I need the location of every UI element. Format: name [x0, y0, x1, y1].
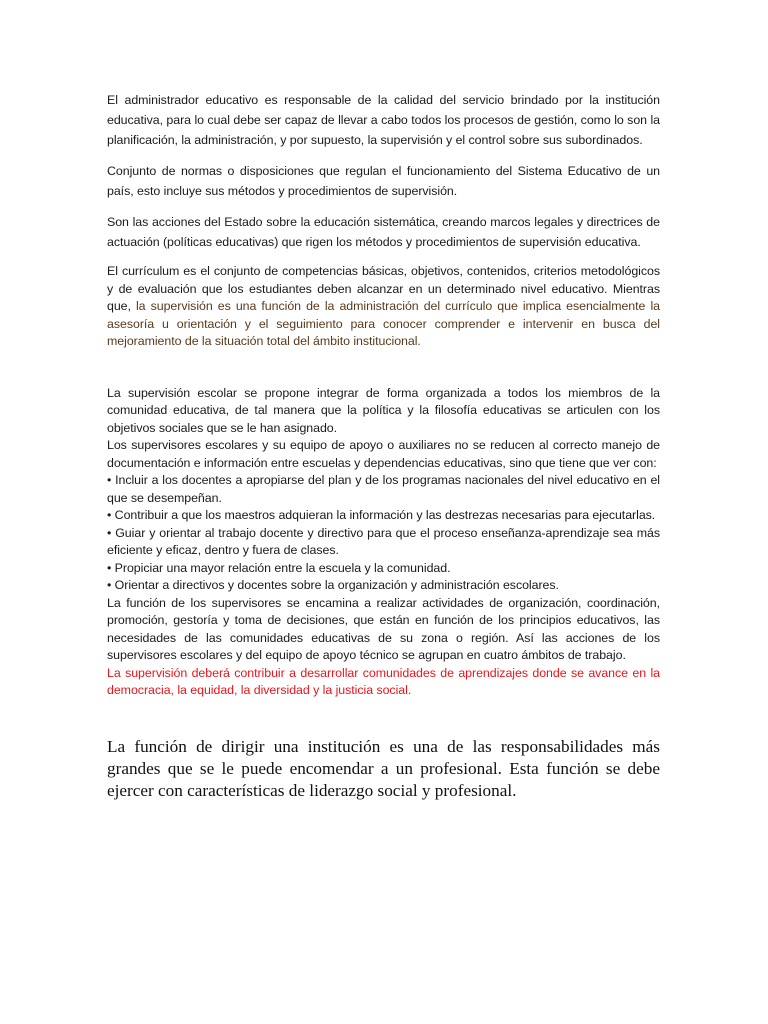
bullet-item: • Contribuir a que los maestros adquieran la información y las destrezas necesarias para ejecutarlas.: [107, 508, 656, 522]
bullet-item: • Guiar y orientar al trabajo docente y directivo para que el proceso enseñanza-aprendizaje sea más eficiente y eficaz, dentro y fuera de clases.: [107, 525, 660, 557]
curriculum-definition: El currículum es el conjunto de competencias básicas, objetivos, contenidos, criterios metodológicos y de evaluación que los estudiantes deben alcanzar en un determinado nivel educativo. Mientras que,: [107, 264, 660, 313]
document-page: [107, 90, 660, 802]
red-highlight-paragraph: La supervisión deberá contribuir a desarrollar comunidades de aprendizajes donde se avance en la democracia, la equidad, la diversidad y la justicia social.: [107, 665, 660, 697]
paragraph-administrador: El administrador educativo es responsable de la calidad del servicio brindado por la institución educativa, para lo cual debe ser capaz de llevar a cabo todos los procesos de gestión, como lo son la planificación, la administración, y por supuesto, la supervisión y el control sobre sus subordinados.: [107, 93, 660, 147]
supervision-intro: La supervisión escolar se propone integrar de forma organizada a todos los miembros de la comunidad educativa, de tal manera que la política y la filosofía educativas se articulen con los objetivos sociales que se le han asignado.: [107, 385, 660, 435]
paragraph-supervision-escolar: [107, 385, 660, 700]
bullet-item: • Incluir a los docentes a apropiarse del plan y de los programas nacionales del nivel educativo en el que se desempeñan.: [107, 473, 660, 505]
paragraph-curriculum: [107, 263, 660, 351]
supervision-second: Los supervisores escolares y su equipo de apoyo o auxiliares no se reducen al correcto manejo de documentación e información entre escuelas y dependencias educativas, sino que tiene que ver con:: [107, 438, 660, 470]
spacer: [107, 700, 660, 736]
supervisores-function: La función de los supervisores se encamina a realizar actividades de organización, coordinación, promoción, gestoría y toma de decisiones, que están en función de los principios educativos, las necesidades de las comunidades educativas de su zona o región. Así las acciones de los supervisores escolares y del equipo de apoyo técnico se agrupan en cuatro ámbitos de trabajo.: [107, 595, 660, 662]
supervision-definition: la supervisión es una función de la administración del currículo que implica esencialmente la asesoría u orientación y el seguimiento para conocer comprender e intervenir en busca del mejoramiento de la situación total del ámbito institucional.: [107, 299, 660, 348]
spacer: [107, 351, 660, 385]
bullet-item: • Propiciar una mayor relación entre la escuela y la comunidad.: [107, 560, 451, 575]
paragraph-direccion: La función de dirigir una institución es una de las responsabilidades más grandes que se le puede encomendar a un profesional. Esta función se debe ejercer con características de liderazgo social y profesional.: [107, 736, 660, 800]
paragraph-normas: Conjunto de normas o disposiciones que regulan el funcionamiento del Sistema Educativo de un país, esto incluye sus métodos y procedimientos de supervisión.: [107, 164, 660, 198]
bullet-item: • Orientar a directivos y docentes sobre la organización y administración escolares.: [107, 578, 559, 592]
paragraph-acciones-estado: Son las acciones del Estado sobre la educación sistemática, creando marcos legales y directrices de actuación (políticas educativas) que rigen los métodos y procedimientos de supervisión educativa.: [107, 215, 660, 249]
